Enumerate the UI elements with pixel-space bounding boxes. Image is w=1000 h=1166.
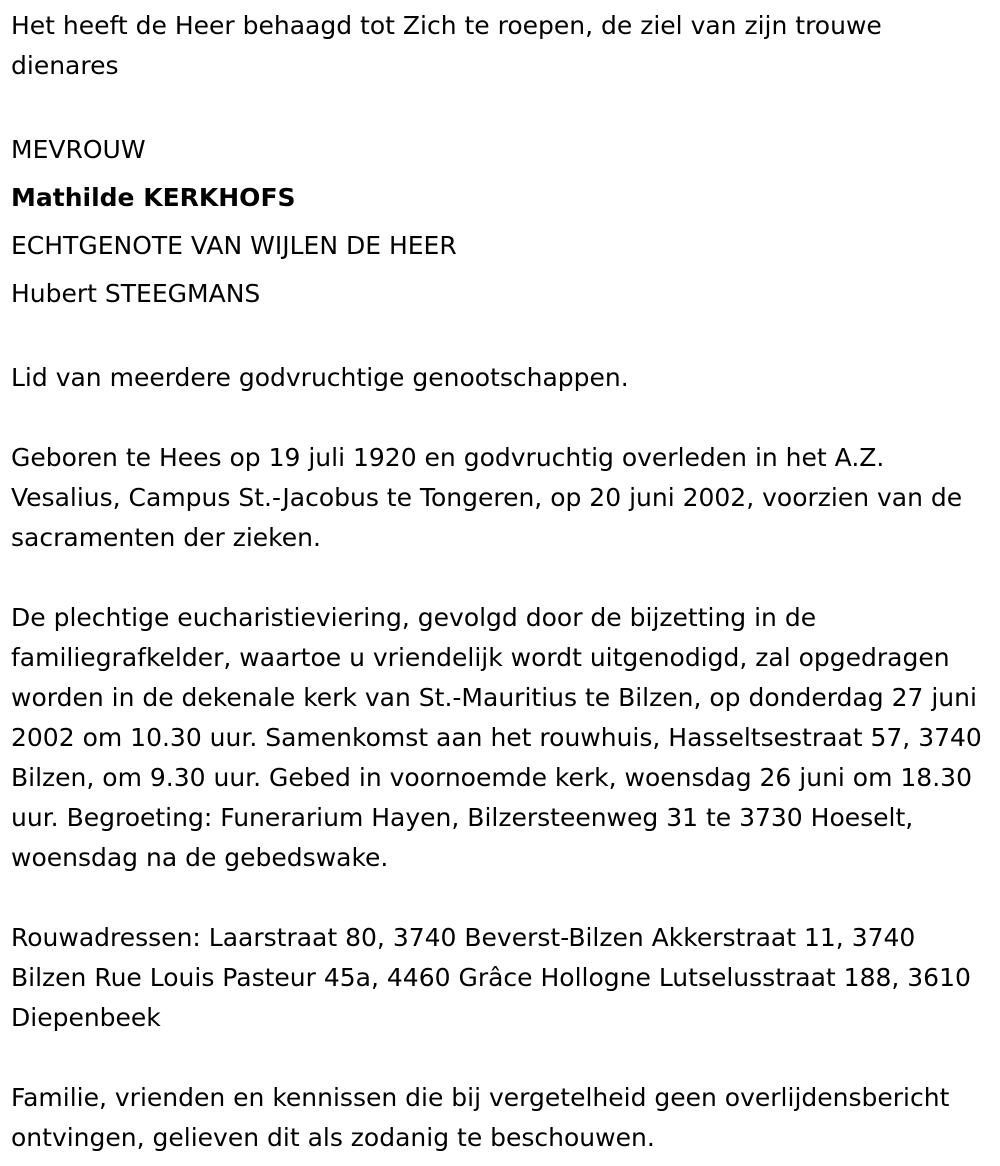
closing-paragraph: Familie, vrienden en kennissen die bij vergetelheid geen overlijdensbericht ontvingen, gelieven dit als zodanig te beschouwen. bbox=[11, 1083, 950, 1152]
deceased-relation: ECHTGENOTE VAN WIJLEN DE HEER bbox=[11, 231, 457, 260]
spouse-name: Hubert STEEGMANS bbox=[11, 279, 261, 308]
deceased-title: MEVROUW bbox=[11, 135, 146, 164]
obituary-document bbox=[11, 6, 991, 1158]
intro-paragraph: Het heeft de Heer behaagd tot Zich te roepen, de ziel van zijn trouwe dienares bbox=[11, 11, 882, 80]
birth-death-paragraph: Geboren te Hees op 19 juli 1920 en godvruchtig overleden in het A.Z. Vesalius, Campus St.-Jacobus te Tongeren, op 20 juni 2002, voorzien van de sacramenten der zieken. bbox=[11, 443, 963, 552]
deceased-block bbox=[11, 126, 991, 318]
addresses-paragraph: Rouwadressen: Laarstraat 80, 3740 Beverst-Bilzen Akkerstraat 11, 3740 Bilzen Rue Louis Pasteur 45a, 4460 Grâce Hollogne Lutselusstraat 188, 3610 Diepenbeek bbox=[11, 923, 971, 1032]
deceased-name: Mathilde KERKHOFS bbox=[11, 183, 296, 212]
ceremony-paragraph: De plechtige eucharistieviering, gevolgd door de bijzetting in de familiegrafkelder, waartoe u vriendelijk wordt uitgenodigd, zal opgedragen worden in de dekenale kerk van St.-Mauritius te Bilzen, op donderdag 27 juni 2002 om 10.30 uur. Samenkomst aan het rouwhuis, Hasseltsestraat 57, 3740 Bilzen, om 9.30 uur. Gebed in voornoemde kerk, woensdag 26 juni om 18.30 uur. Begroeting: Funerarium Hayen, Bilzersteenweg 31 te 3730 Hoeselt, woensdag na de gebedswake. bbox=[11, 603, 982, 872]
membership-paragraph: Lid van meerdere godvruchtige genootschappen. bbox=[11, 363, 629, 392]
